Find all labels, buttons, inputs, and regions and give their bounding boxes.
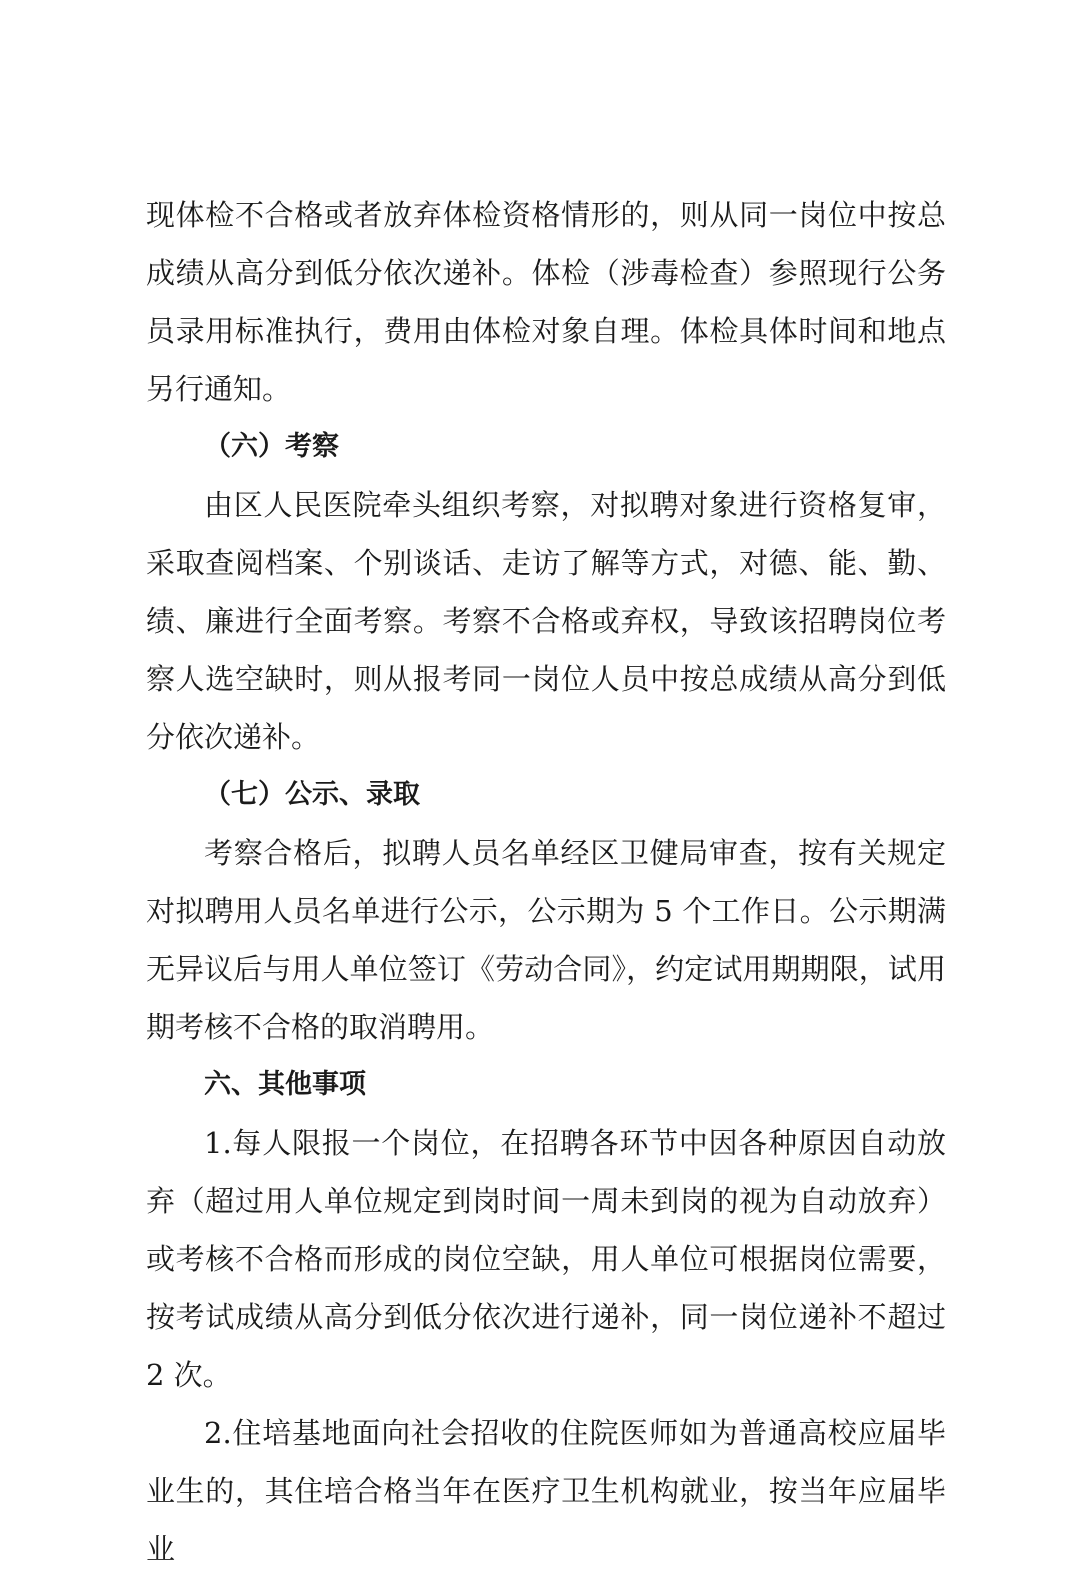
paragraph-other-matters-1: 1.每人限报一个岗位，在招聘各环节中因各种原因自动放弃（超过用人单位规定到岗时间一周未到岗的视为自动放弃）或考核不合格而形成的岗位空缺，用人单位可根据岗位需要，按考试成绩从高分到低分依次进行递补，同一岗位递补不超过 2 次。 — [146, 1126, 946, 1392]
paragraph-other-matters-2: 2.住培基地面向社会招收的住院医师如为普通高校应届毕业生的，其住培合格当年在医疗卫生机构就业，按当年应届毕业 — [146, 1416, 946, 1566]
heading-publicity-admission: （七）公示、录取 — [204, 779, 420, 810]
paragraph-publicity-admission: 考察合格后，拟聘人员名单经区卫健局审查，按有关规定对拟聘用人员名单进行公示，公示期为 5 个工作日。公示期满无异议后与用人单位签订《劳动合同》，约定试用期期限，试用期考核不合格的取消聘用。 — [146, 836, 946, 1044]
heading-inspection: （六）考察 — [204, 431, 339, 462]
heading-other-matters: 六、其他事项 — [204, 1069, 366, 1100]
document-body — [146, 186, 946, 1578]
paragraph-physical-exam-continued: 现体检不合格或者放弃体检资格情形的，则从同一岗位中按总成绩从高分到低分依次递补。体检（涉毒检查）参照现行公务员录用标准执行，费用由体检对象自理。体检具体时间和地点另行通知。 — [146, 198, 946, 406]
paragraph-inspection: 由区人民医院牵头组织考察，对拟聘对象进行资格复审，采取查阅档案、个别谈话、走访了解等方式，对德、能、勤、绩、廉进行全面考察。考察不合格或弃权，导致该招聘岗位考察人选空缺时，则从报考同一岗位人员中按总成绩从高分到低分依次递补。 — [146, 488, 946, 754]
